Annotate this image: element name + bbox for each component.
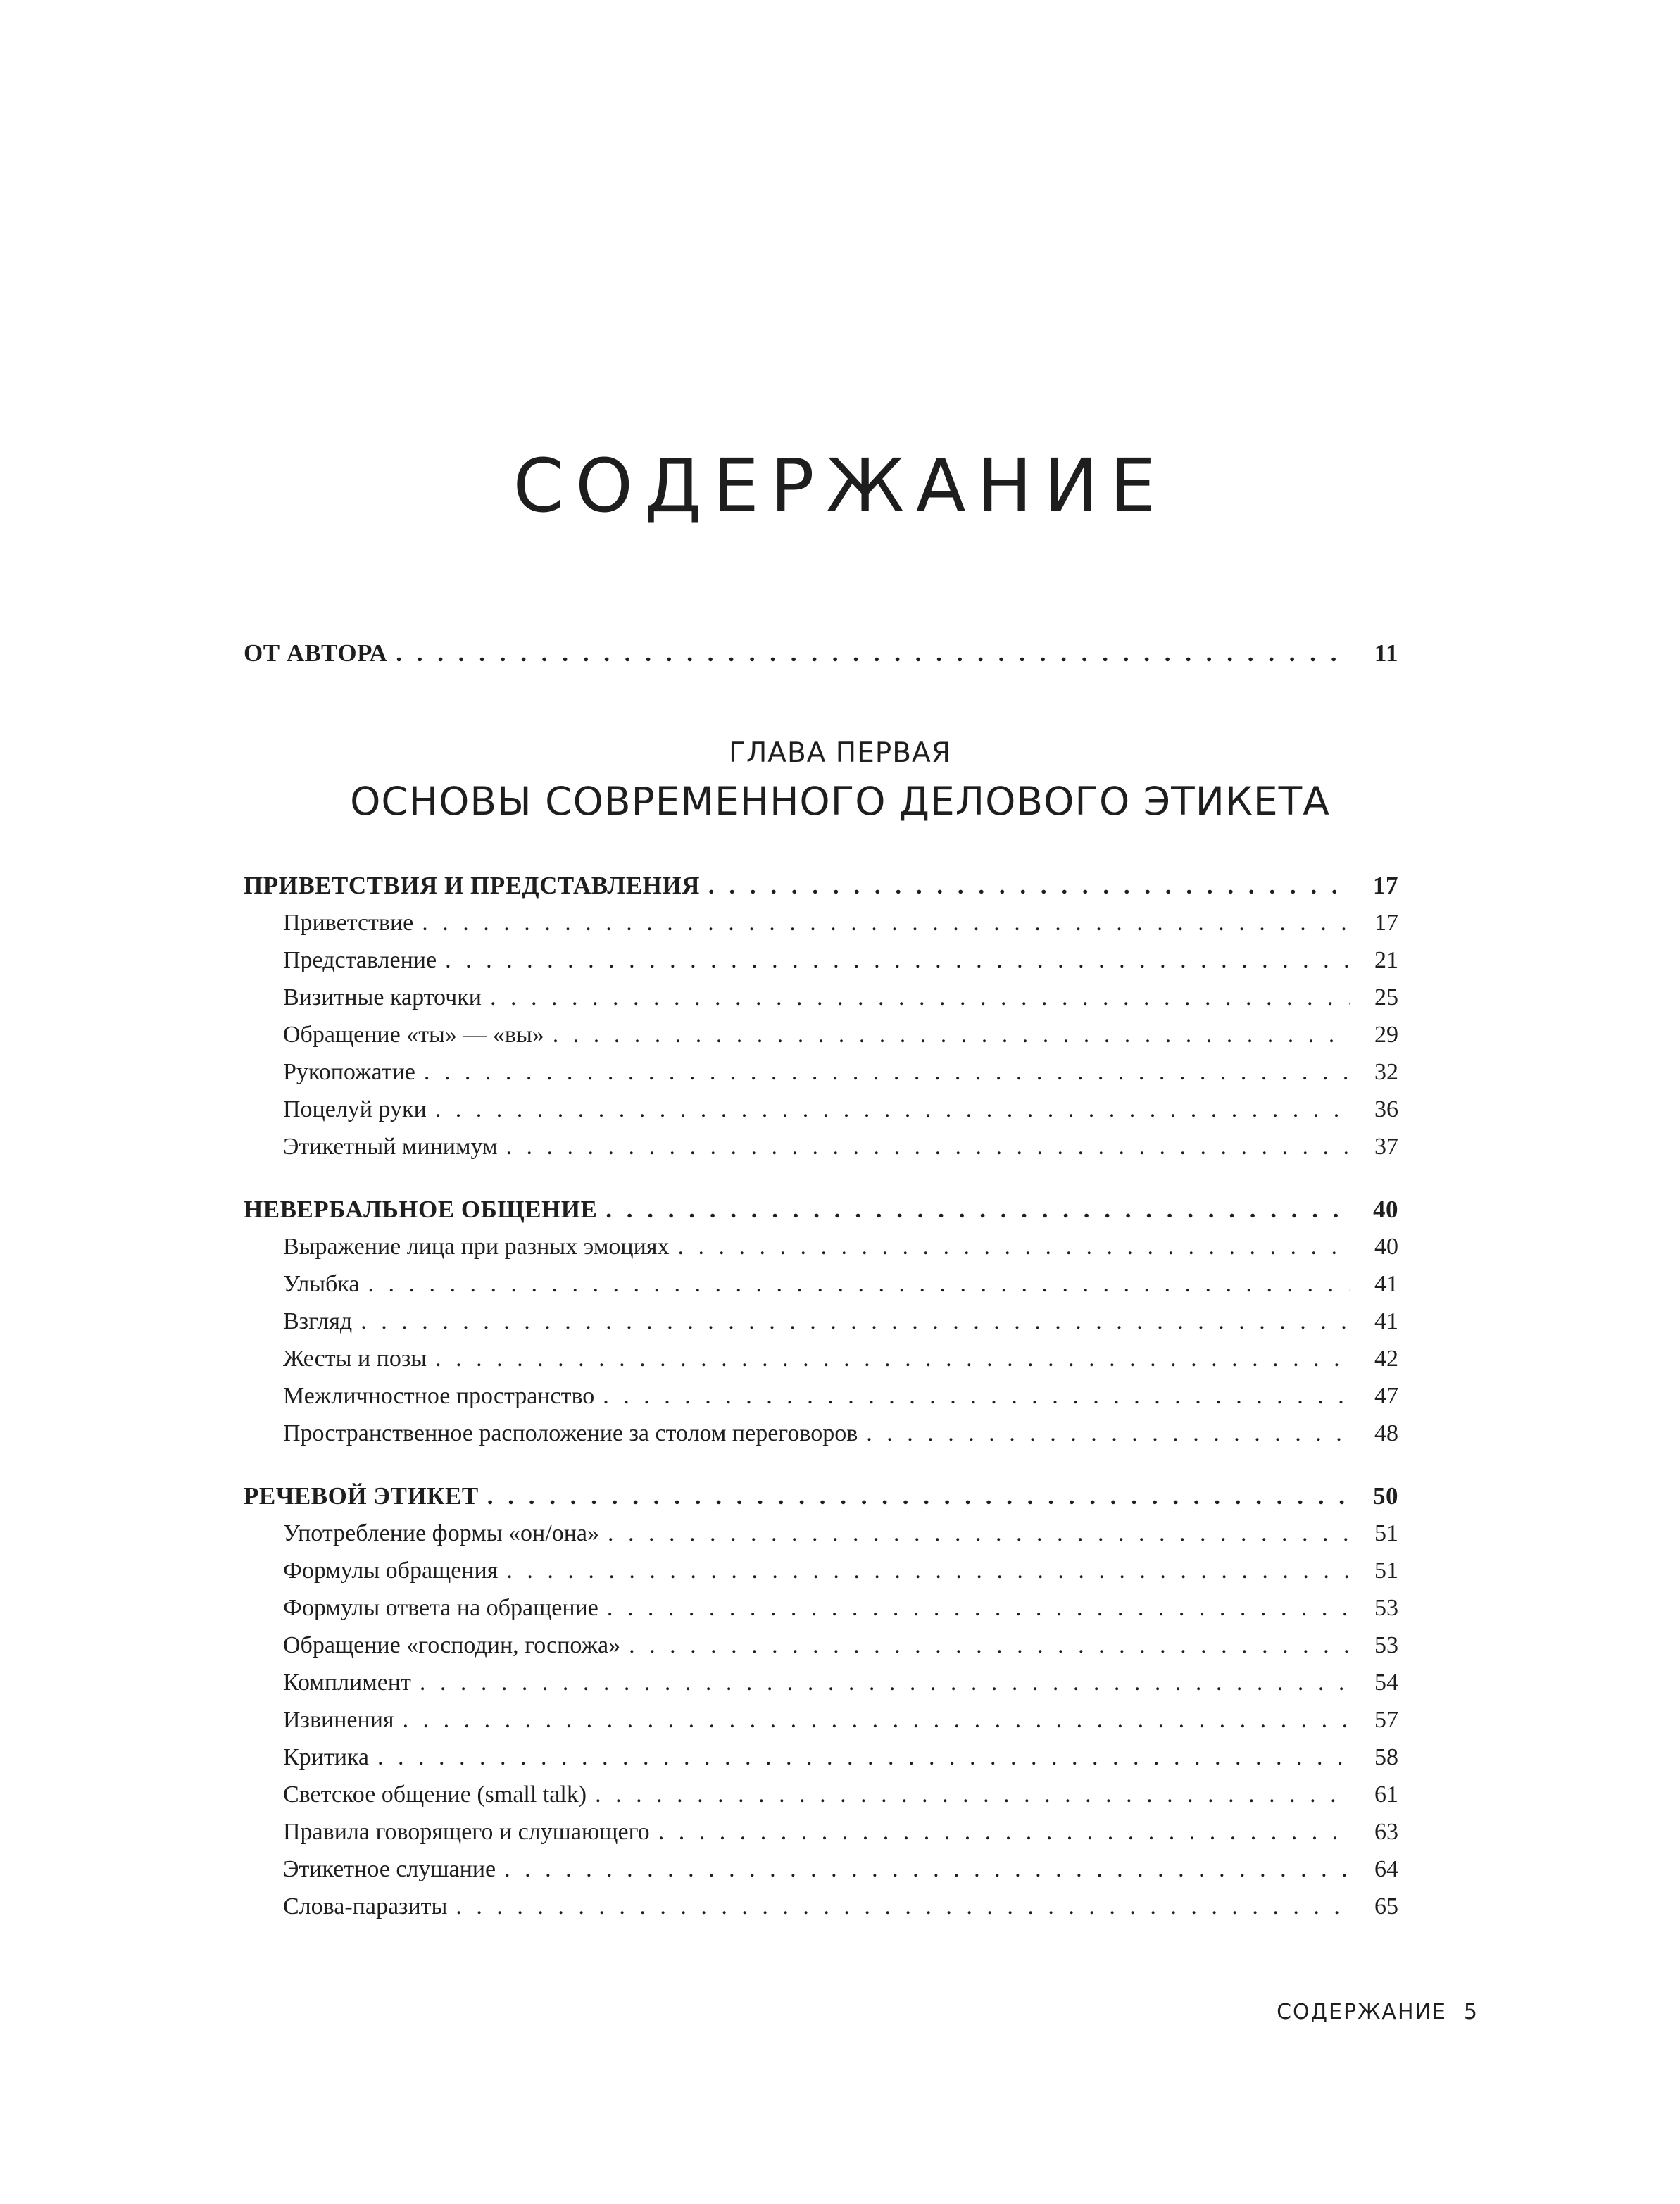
toc-entry-page: 57 (1374, 1707, 1398, 1733)
page-title: СОДЕРЖАНИЕ (513, 443, 1167, 529)
toc-entry-page: 32 (1374, 1059, 1398, 1085)
toc-entry-page: 37 (1374, 1134, 1398, 1160)
toc-entry[interactable] (283, 1627, 1398, 1664)
toc-entry-label: Формулы ответа на обращение (283, 1595, 598, 1621)
toc-entry-label: Слова-паразиты (283, 1893, 448, 1920)
toc-entry-label: Взгляд (283, 1308, 353, 1334)
dot-leader (424, 1054, 1350, 1091)
dot-leader (658, 1814, 1350, 1851)
dot-leader (866, 1415, 1350, 1452)
dot-leader (368, 1266, 1350, 1303)
toc-entry[interactable] (283, 942, 1398, 979)
dot-leader (422, 905, 1350, 941)
dot-leader (595, 1777, 1350, 1813)
toc-section-page: 40 (1373, 1196, 1398, 1223)
dot-leader (553, 1017, 1350, 1053)
toc-entry[interactable] (283, 1341, 1398, 1377)
dot-leader (506, 1129, 1350, 1165)
toc-section-page: 50 (1373, 1482, 1398, 1510)
toc-entry-page: 65 (1374, 1893, 1398, 1920)
toc-entry-label: Извинения (283, 1707, 394, 1733)
toc-entry[interactable] (283, 1515, 1398, 1552)
toc-entry-page: 51 (1374, 1558, 1398, 1584)
toc-entry-page: 36 (1374, 1096, 1398, 1122)
toc-entry-label: Пространственное расположение за столом переговоров (283, 1420, 858, 1446)
toc-entry-page: 48 (1374, 1420, 1398, 1446)
toc-entry[interactable] (283, 1553, 1398, 1589)
dot-leader (396, 635, 1350, 672)
toc-entry[interactable] (283, 1590, 1398, 1627)
dot-leader (490, 979, 1350, 1016)
chapter-title: ОСНОВЫ СОВРЕМЕННОГО ДЕЛОВОГО ЭТИКЕТА (350, 779, 1330, 824)
toc-section-label: ПРИВЕТСТВИЯ И ПРЕДСТАВЛЕНИЯ (244, 872, 700, 899)
toc-entry-preface[interactable] (244, 635, 1398, 672)
toc-section-label: НЕВЕРБАЛЬНОЕ ОБЩЕНИЕ (244, 1196, 598, 1223)
toc-entry-label: Употребление формы «он/она» (283, 1520, 599, 1546)
dot-leader (606, 1191, 1350, 1228)
toc-entry-page: 63 (1374, 1819, 1398, 1845)
toc-entry-page: 47 (1374, 1383, 1398, 1409)
toc-entry[interactable] (283, 1229, 1398, 1265)
toc-entry-label: Обращение «господин, госпожа» (283, 1632, 621, 1658)
toc-entry-page: 41 (1374, 1271, 1398, 1297)
toc-entry[interactable] (283, 905, 1398, 941)
toc-entry-label: Представление (283, 947, 437, 973)
toc-entry[interactable] (283, 979, 1398, 1016)
toc-entry[interactable] (283, 1303, 1398, 1340)
dot-leader (608, 1515, 1350, 1552)
toc-entry-page: 51 (1374, 1520, 1398, 1546)
toc-entry-label: Обращение «ты» — «вы» (283, 1022, 544, 1048)
toc-entry-label: Светское общение (small talk) (283, 1782, 587, 1808)
toc-entry-page: 64 (1374, 1856, 1398, 1882)
dot-leader (708, 868, 1350, 904)
toc-section-heading[interactable] (244, 1478, 1398, 1515)
dot-leader (435, 1341, 1350, 1377)
toc-section-heading[interactable] (244, 868, 1398, 904)
toc-entry[interactable] (283, 1777, 1398, 1813)
toc-entry-page: 58 (1374, 1744, 1398, 1770)
toc-entry-label: Комплимент (283, 1670, 411, 1696)
toc-section-heading[interactable] (244, 1191, 1398, 1228)
toc-entry-label: Поцелуй руки (283, 1096, 427, 1122)
toc-entry-label: Формулы обращения (283, 1558, 499, 1584)
toc-entry-page: 40 (1374, 1234, 1398, 1260)
chapter-kicker: ГЛАВА ПЕРВАЯ (729, 737, 951, 769)
toc-entry[interactable] (283, 1814, 1398, 1851)
toc-entry-label: Этикетное слушание (283, 1856, 496, 1882)
toc-entry-page: 42 (1374, 1346, 1398, 1372)
toc-entry-label: Правила говорящего и слушающего (283, 1819, 650, 1845)
dot-leader (677, 1229, 1350, 1265)
toc-entry-page: 29 (1374, 1022, 1398, 1048)
running-footer (1277, 1997, 1479, 2028)
toc-entry-page: 25 (1374, 984, 1398, 1010)
toc-entry[interactable] (283, 1266, 1398, 1303)
dot-leader (456, 1889, 1350, 1925)
dot-leader (629, 1627, 1350, 1664)
toc-entry-label: ОТ АВТОРА (244, 639, 388, 667)
dot-leader (361, 1303, 1350, 1340)
dot-leader (435, 1091, 1350, 1128)
toc-entry-page: 17 (1374, 910, 1398, 936)
toc-entry-page: 54 (1374, 1670, 1398, 1696)
toc-entry[interactable] (283, 1702, 1398, 1739)
toc-entry-label: Выражение лица при разных эмоциях (283, 1234, 670, 1260)
dot-leader (504, 1851, 1350, 1888)
toc-entry-label: Межличностное пространство (283, 1383, 595, 1409)
dot-leader (420, 1665, 1350, 1701)
dot-leader (603, 1378, 1350, 1415)
toc-entry[interactable] (283, 1129, 1398, 1165)
page-number: 5 (1463, 2000, 1479, 2024)
toc-entry[interactable] (283, 1851, 1398, 1888)
toc-entry[interactable] (283, 1378, 1398, 1415)
toc-entry[interactable] (283, 1017, 1398, 1053)
toc-entry-page: 61 (1374, 1782, 1398, 1808)
toc-entry[interactable] (283, 1091, 1398, 1128)
toc-entry-label: Этикетный минимум (283, 1134, 498, 1160)
toc-entry-label: Рукопожатие (283, 1059, 415, 1085)
dot-leader (607, 1590, 1350, 1627)
toc-entry-label: Критика (283, 1744, 370, 1770)
toc-entry[interactable] (283, 1739, 1398, 1776)
toc-entry-label: Жесты и позы (283, 1346, 427, 1372)
dot-leader (487, 1478, 1350, 1515)
toc-entry-label: Приветствие (283, 910, 414, 936)
dot-leader (377, 1739, 1350, 1776)
dot-leader (506, 1553, 1350, 1589)
dot-leader (403, 1702, 1350, 1739)
toc-entry-label: Визитные карточки (283, 984, 482, 1010)
toc-entry-page: 53 (1374, 1595, 1398, 1621)
toc-section-page: 17 (1373, 872, 1398, 899)
running-head: СОДЕРЖАНИЕ (1277, 2000, 1447, 2024)
toc-entry-page: 11 (1374, 639, 1398, 667)
toc-entry-page: 21 (1374, 947, 1398, 973)
toc-section-label: РЕЧЕВОЙ ЭТИКЕТ (244, 1482, 479, 1510)
toc-entry-label: Улыбка (283, 1271, 360, 1297)
toc-entry[interactable] (283, 1665, 1398, 1701)
toc-entry[interactable] (283, 1889, 1398, 1925)
dot-leader (445, 942, 1350, 979)
toc-entry[interactable] (283, 1415, 1398, 1452)
toc-entry-page: 41 (1374, 1308, 1398, 1334)
toc-entry[interactable] (283, 1054, 1398, 1091)
toc-entry-page: 53 (1374, 1632, 1398, 1658)
